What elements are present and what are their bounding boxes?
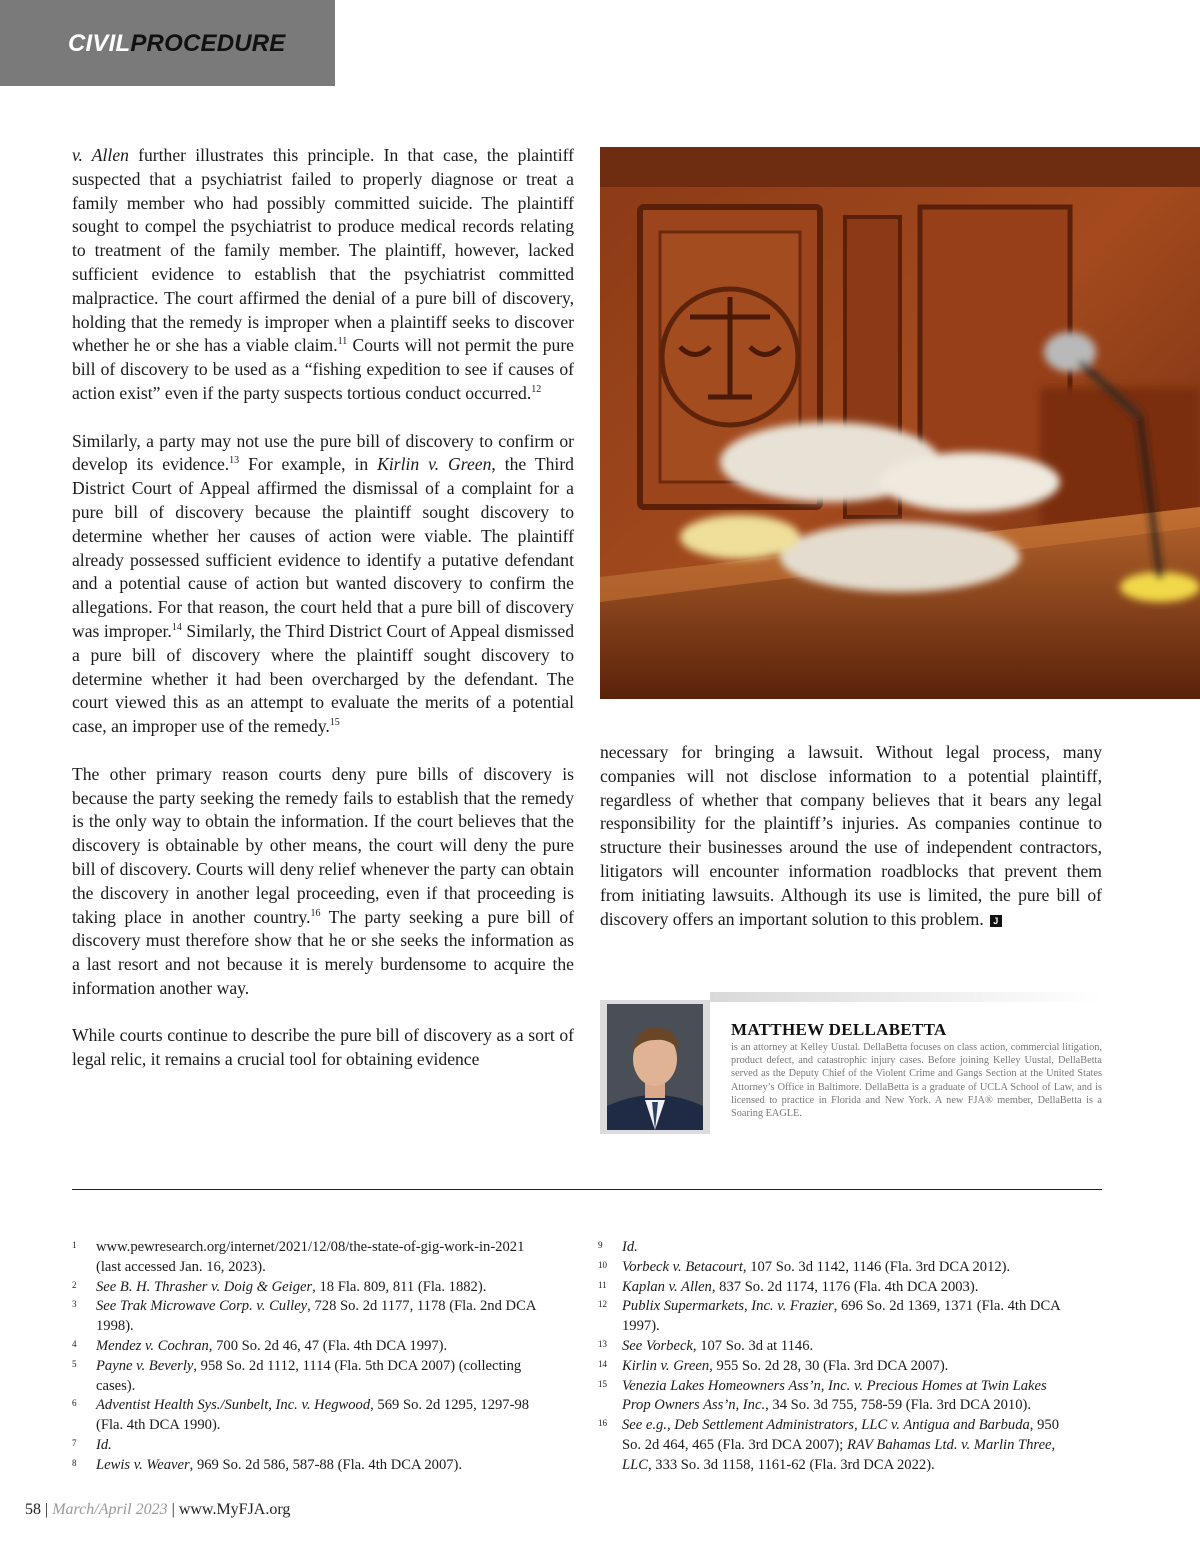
footnote-number: 16 bbox=[598, 1418, 607, 1429]
citation-text: , 955 So. 2d 28, 30 (Fla. 3rd DCA 2007). bbox=[709, 1357, 949, 1374]
footnote-number: 3 bbox=[72, 1299, 77, 1310]
paragraph-3 bbox=[72, 763, 574, 1001]
author-portrait-illustration bbox=[607, 1004, 703, 1130]
case-citation: Publix Supermarkets, Inc. v. Frazier bbox=[622, 1298, 834, 1315]
text: The party seeking a pure bill of discovery must therefore show that he or she seeks the information as a last resort and not because it is merely burdensome to acquire the information another way. bbox=[72, 906, 575, 998]
footnote-number: 11 bbox=[598, 1279, 607, 1290]
case-citation: Lewis v. Weaver bbox=[96, 1456, 190, 1473]
footnote bbox=[72, 1297, 542, 1337]
citation-text: , 969 So. 2d 586, 587-88 (Fla. 4th DCA 2007). bbox=[189, 1456, 463, 1473]
footnote-number: 13 bbox=[598, 1338, 607, 1349]
footnotes-right bbox=[598, 1238, 1074, 1476]
case-name: v. Allen bbox=[72, 145, 129, 165]
footnote bbox=[72, 1357, 542, 1397]
separator: | bbox=[41, 1501, 53, 1518]
footnote bbox=[598, 1297, 1074, 1337]
text: necessary for bringing a lawsuit. Without legal process, many companies will not disclose information to a potential plaintiff, regardless of whether that company believes that it bears any legal responsibility for the plaintiff’s injuries. As companies continue to structure their businesses around the use of independent contractors, litigators will encounter information roadblocks that prevent them from initiating lawsuits. Although its use is limited, the pure bill of discovery offers an important solution to this problem. bbox=[600, 742, 1102, 929]
case-citation: Vorbeck v. Betacourt bbox=[622, 1258, 743, 1275]
footnote-number: 9 bbox=[598, 1240, 603, 1250]
right-column bbox=[600, 741, 1102, 955]
left-column bbox=[72, 144, 574, 1096]
footnote-number: 14 bbox=[598, 1358, 607, 1369]
footnote-number: 1 bbox=[72, 1240, 77, 1250]
page-number: 58 bbox=[25, 1501, 41, 1518]
footnote-number: 6 bbox=[72, 1398, 77, 1409]
footnote-ref: 15 bbox=[329, 717, 340, 729]
bio-divider bbox=[710, 992, 1102, 1002]
footnote-number: 12 bbox=[598, 1299, 607, 1310]
footnote bbox=[72, 1396, 542, 1436]
author-bio-text: is an attorney at Kelley Uustal. DellaBetta focuses on class action, commercial litigation, product defect, and catastrophic injury cases. Before joining Kelley Uustal, DellaBetta served as the Deputy Chief of the Violent Crime and Gangs Section at the United States Attorney’s Office in Baltimore. DellaBetta is a graduate of UCLA School of Law, and is licensed to practice in Florida and New York. A new FJA® member, DellaBetta is a Soaring EAGLE. bbox=[731, 1042, 1102, 1120]
citation-text: , 958 So. 2d 1112, 1114 (Fla. 5th DCA 2007) (collecting cases). bbox=[96, 1357, 522, 1394]
section-title-part1: CIVIL bbox=[68, 30, 131, 57]
citation-text: , 837 So. 2d 1174, 1176 (Fla. 4th DCA 2003). bbox=[711, 1278, 979, 1295]
footnote bbox=[598, 1258, 1074, 1278]
footnote-number: 2 bbox=[72, 1279, 77, 1290]
footnote-ref: 11 bbox=[337, 336, 348, 348]
citation-text: , 950 So. 2d 464, 465 (Fla. 3rd DCA 2007); bbox=[622, 1417, 1059, 1453]
citation-text: , 569 So. 2d 1295, 1297-98 (Fla. 4th DCA 1990). bbox=[96, 1397, 530, 1434]
footnote bbox=[598, 1357, 1074, 1377]
footnote bbox=[72, 1278, 542, 1298]
text: The other primary reason courts deny pure bills of discovery is because the party seeking the remedy fails to establish that the remedy is the only way to obtain the information. If the court believes that the discovery is obtainable by other means, the court will deny the pure bill of discovery. Courts will deny relief whenever the party can obtain the discovery in another legal proceeding, even if that proceeding is taking place in another country. bbox=[72, 763, 574, 927]
paragraph-4: While courts continue to describe the pure bill of discovery as a sort of legal relic, it remains a crucial tool for obtaining evidence bbox=[72, 1025, 574, 1070]
text: For example, in bbox=[239, 454, 378, 475]
section-header bbox=[0, 0, 335, 86]
case-citation: See Vorbeck bbox=[622, 1337, 693, 1354]
citation-text: 700 So. 2d 46, 47 (Fla. 4th DCA 1997). bbox=[212, 1337, 448, 1354]
citation-text: , 107 So. 3d at 1146. bbox=[692, 1337, 814, 1354]
section-title-part2: PROCEDURE bbox=[130, 30, 286, 57]
citation-text: , 107 So. 3d 1142, 1146 (Fla. 3rd DCA 2012). bbox=[742, 1258, 1011, 1275]
footnote-ref: 16 bbox=[310, 907, 321, 919]
footnote bbox=[598, 1416, 1074, 1475]
footnote bbox=[72, 1456, 542, 1476]
citation-text: , 728 So. 2d 1177, 1178 (Fla. 2nd DCA 1998). bbox=[96, 1298, 536, 1335]
citation-text: , 333 So. 3d 1158, 1161-62 (Fla. 3rd DCA 2022). bbox=[647, 1456, 935, 1473]
citation-text: www.pewresearch.org/internet/2021/12/08/the-state-of-gig-work-in-2021 (last accessed Jan. 16, 2023). bbox=[96, 1239, 525, 1275]
text: Similarly, the Third District Court of Appeal dismissed a pure bill of discovery where the plaintiff sought discovery to determine whether it had been overcharged by the defendant. The court viewed this as an attempt to evaluate the merits of a potential case, an improper use of the remedy. bbox=[72, 620, 575, 737]
text: further illustrates this principle. In that case, the plaintiff suspected that a psychiatrist failed to properly diagnose or treat a family member who had possibly committed suicide. The plaintiff sought to compel the psychiatrist to produce medical records relating to treatment of the family member. The plaintiff, however, lacked sufficient evidence to establish that the psychiatrist committed malpractice. The court affirmed the denial of a pure bill of discovery, holding that the remedy is improper when a plaintiff seeks to discover whether he or she has a viable claim. bbox=[72, 145, 574, 356]
footnote-divider bbox=[72, 1189, 1102, 1190]
author-name: MATTHEW DELLABETTA bbox=[731, 1020, 947, 1039]
paragraph-1 bbox=[72, 144, 574, 406]
footnote-number: 5 bbox=[72, 1358, 77, 1369]
text: Courts will not permit the pure bill of discovery to be used as a “fishing expedition to see if causes of action exist” even if the party suspects tortious conduct occurred. bbox=[72, 335, 574, 403]
case-citation: See e.g., Deb Settlement Administrators, LLC v. Antigua and Barbuda bbox=[622, 1417, 1030, 1434]
section-title bbox=[68, 30, 286, 58]
paragraph-2 bbox=[72, 430, 574, 739]
footnote-number: 7 bbox=[72, 1437, 77, 1448]
issue-date: March/April 2023 bbox=[52, 1501, 168, 1518]
citation-text: , 18 Fla. 809, 811 (Fla. 1882). bbox=[312, 1278, 487, 1295]
footnote bbox=[72, 1238, 542, 1278]
case-citation: Mendez v. Cochran, bbox=[96, 1337, 213, 1354]
author-photo-frame bbox=[600, 1000, 710, 1134]
footnote bbox=[598, 1238, 1074, 1258]
end-of-article-icon: J bbox=[990, 915, 1002, 927]
courtroom-illustration bbox=[600, 147, 1200, 699]
author-bio bbox=[600, 992, 1102, 1142]
case-citation: Id. bbox=[96, 1436, 112, 1453]
footnote bbox=[598, 1278, 1074, 1298]
footnote bbox=[72, 1337, 542, 1357]
footnote bbox=[72, 1436, 542, 1456]
case-citation: Kirlin v. Green bbox=[622, 1357, 710, 1374]
case-citation: See Trak Microwave Corp. v. Culley bbox=[96, 1298, 308, 1315]
case-citation: RAV Bahamas Ltd. v. Marlin Three, LLC bbox=[622, 1436, 1056, 1473]
footnote bbox=[598, 1377, 1074, 1417]
case-citation: Venezia Lakes Homeowners Ass’n, Inc. v. Precious Homes at Twin Lakes Prop Owners Ass’n, Inc. bbox=[622, 1377, 1047, 1414]
citation-text: , 696 So. 2d 1369, 1371 (Fla. 4th DCA 1997). bbox=[622, 1298, 1060, 1335]
footnotes-left bbox=[72, 1238, 542, 1476]
author-portrait bbox=[607, 1004, 703, 1130]
case-citation: Payne v. Beverly bbox=[96, 1357, 194, 1374]
footnote bbox=[598, 1337, 1074, 1357]
separator: | bbox=[167, 1501, 179, 1518]
case-citation: Kaplan v. Allen bbox=[622, 1278, 712, 1295]
case-name: Kirlin v. Green bbox=[377, 454, 492, 475]
text: Similarly, a party may not use the pure bill of discovery to confirm or develop its evidence. bbox=[72, 430, 574, 475]
footnote-number: 15 bbox=[598, 1378, 607, 1389]
case-citation: See B. H. Thrasher v. Doig & Geiger bbox=[96, 1278, 313, 1295]
footnote-number: 8 bbox=[72, 1457, 77, 1468]
courtroom-photo bbox=[600, 147, 1200, 699]
footnote-ref: 13 bbox=[229, 455, 240, 467]
footnote-ref: 12 bbox=[531, 384, 542, 396]
text: , the Third District Court of Appeal affirmed the dismissal of a complaint for a pure bill of discovery because the plaintiff sought discovery to determine whether her causes of action were viable. The plaintiff already possessed sufficient evidence to identify a putative defendant and a potential cause of action but wanted discovery to confirm the allegations. For that reason, the court held that a pure bill of discovery was improper. bbox=[72, 454, 574, 641]
citation-text: , 34 So. 3d 755, 758-59 (Fla. 3rd DCA 2010). bbox=[765, 1397, 1032, 1414]
footnote-number: 10 bbox=[598, 1259, 607, 1270]
footnote-ref: 14 bbox=[171, 622, 182, 634]
paragraph-5 bbox=[600, 741, 1102, 931]
footnote-number: 4 bbox=[72, 1338, 77, 1349]
case-citation: Adventist Health Sys./Sunbelt, Inc. v. Hegwood bbox=[96, 1397, 371, 1414]
website-link[interactable]: www.MyFJA.org bbox=[178, 1501, 291, 1518]
page-footer bbox=[25, 1501, 290, 1519]
case-citation: Id. bbox=[622, 1239, 638, 1255]
